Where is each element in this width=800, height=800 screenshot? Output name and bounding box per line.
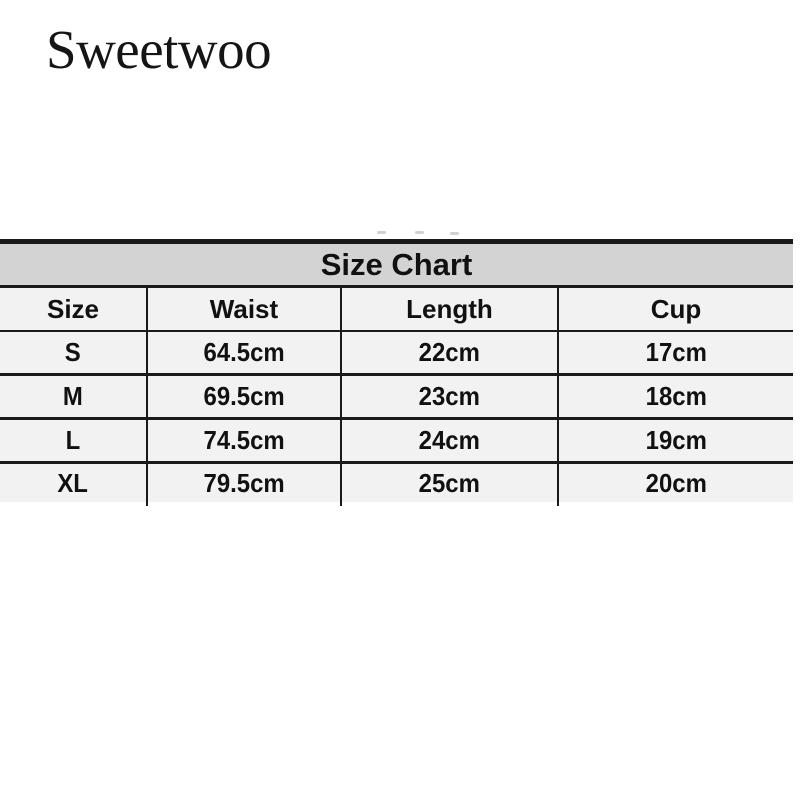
cup-value: [559, 464, 793, 502]
cell-text: 17cm: [645, 337, 707, 367]
column-line-stub: [340, 502, 342, 506]
cell-text: 69.5cm: [203, 381, 285, 411]
cell-text: S: [65, 337, 81, 367]
cell-text: 64.5cm: [203, 337, 285, 367]
cell-text: XL: [57, 467, 89, 498]
cell-text: 19cm: [645, 425, 707, 455]
table-header-row: [0, 288, 793, 332]
cup-value: [559, 376, 793, 417]
table-row-xl: [0, 464, 793, 502]
cell-text: 74.5cm: [203, 425, 285, 455]
cell-text: M: [63, 381, 83, 411]
column-header-waist: Waist: [148, 288, 342, 330]
cell-text: 22cm: [418, 337, 481, 367]
size-chart-title: Size Chart: [0, 244, 793, 288]
size-value: [0, 376, 148, 417]
column-line-stub: [557, 502, 559, 506]
length-value: [342, 464, 559, 502]
waist-value: [148, 376, 342, 417]
brand-logo-text: Sweetwoo: [46, 19, 272, 80]
size-value: [0, 420, 148, 461]
table-row-l: [0, 420, 793, 464]
waist-value: [148, 332, 342, 373]
jpeg-artifact-smudge: [377, 231, 386, 234]
cell-text: 24cm: [418, 425, 481, 455]
cup-value: [559, 332, 793, 373]
column-header-length: Length: [342, 288, 559, 330]
cell-text: 20cm: [645, 467, 707, 498]
cup-value: [559, 420, 793, 461]
waist-value: [148, 464, 342, 502]
size-chart-table: [0, 239, 793, 502]
length-value: [342, 376, 559, 417]
size-value: [0, 464, 148, 502]
jpeg-artifact-smudge: [450, 232, 459, 235]
cell-text: 18cm: [645, 381, 707, 411]
length-value: [342, 332, 559, 373]
cell-text: 25cm: [418, 467, 481, 498]
waist-value: [148, 420, 342, 461]
column-line-stub: [146, 502, 148, 506]
cell-text: 79.5cm: [203, 467, 285, 498]
column-header-cup: Cup: [650, 293, 702, 324]
table-row-m: [0, 376, 793, 420]
jpeg-artifact-smudge: [415, 231, 424, 234]
cell-text: 23cm: [418, 381, 481, 411]
table-row-s: [0, 332, 793, 376]
column-header-size: Size: [0, 288, 148, 330]
length-value: [342, 420, 559, 461]
cell-text: L: [65, 425, 81, 455]
size-value: [0, 332, 148, 373]
